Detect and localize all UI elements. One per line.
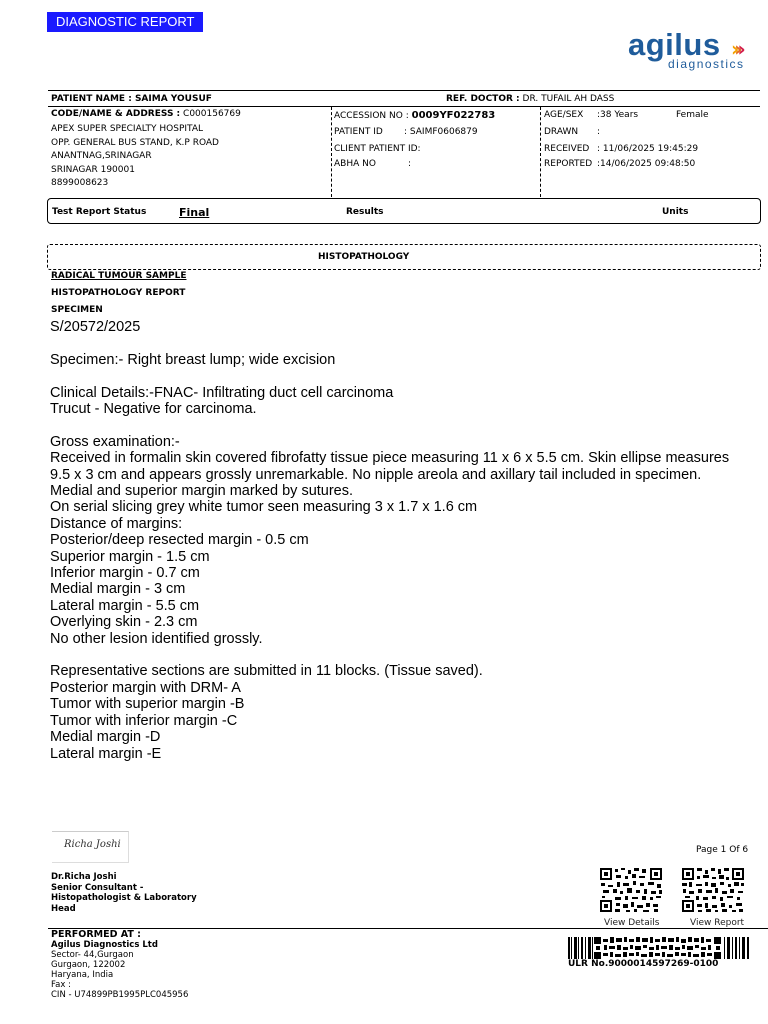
report-line: Tumor with superior margin -B — [50, 696, 245, 713]
report-line: Medial and superior margin marked by sutures. — [50, 483, 354, 500]
patient-name: SAIMA YOUSUF — [134, 94, 212, 104]
report-heading: HISTOPATHOLOGY REPORT — [51, 288, 186, 298]
report-line: On serial slicing grey white tumor seen measuring 3 x 1.7 x 1.6 cm — [50, 499, 478, 516]
chevrons-icon: ››› — [731, 37, 741, 61]
performed-at-label: PERFORMED AT : — [51, 929, 141, 940]
report-line: Posterior/deep resected margin - 0.5 cm — [50, 532, 309, 549]
report-line: Posterior margin with DRM- A — [50, 679, 241, 696]
lab-address-line: Haryana, India — [51, 970, 114, 980]
signatory — [51, 872, 197, 914]
divider — [540, 107, 541, 197]
report-line: Trucut - Negative for carcinoma. — [50, 401, 257, 417]
agilus-logo — [628, 28, 763, 76]
lab-cin: CIN - U74899PB1995PLC045956 — [51, 990, 189, 1000]
abha-row: ABHA NO : — [334, 159, 412, 169]
specimen-heading: SPECIMEN — [51, 305, 103, 315]
view-details-link[interactable]: View Details — [604, 918, 660, 928]
barcode-icon — [568, 937, 750, 959]
report-type-badge: DIAGNOSTIC REPORT — [47, 12, 203, 32]
patient-rule — [48, 106, 760, 107]
performed-at-block — [51, 929, 188, 1000]
signature-scribble: Richa Joshi — [64, 839, 121, 850]
report-line: Lateral margin -E — [50, 745, 162, 762]
ulr-number: ULR No.9000014597269-0100 — [568, 959, 719, 969]
patient-id-row: PATIENT ID : SAIMF0606879 — [334, 127, 478, 137]
signatory-name: Dr.Richa Joshi — [51, 872, 117, 882]
units-header: Units — [662, 207, 689, 217]
ref-doctor-row: REF. DOCTOR : DR. TUFAIL AH DASS — [446, 94, 615, 104]
status-label: Test Report Status — [52, 207, 147, 217]
header-rule — [48, 90, 760, 91]
page-number: Page 1 Of 6 — [696, 845, 749, 855]
signatory-title: Senior Consultant - — [51, 882, 144, 893]
age: :38 Years — [597, 110, 639, 120]
client-code: C000156769 — [183, 109, 241, 119]
report-line: Specimen:- Right breast lump; wide excision — [50, 351, 336, 368]
lab-address-line: Sector- 44,Gurgaon — [51, 950, 134, 960]
report-line: Representative sections are submitted in 11 blocks. (Tissue saved). — [50, 663, 483, 680]
client-code-row: CODE/NAME & ADDRESS : C000156769 — [51, 109, 241, 119]
report-line: Gross examination:- — [50, 433, 180, 450]
report-line: Overlying skin - 2.3 cm — [50, 614, 198, 631]
reported-row: REPORTED :14/06/2025 09:48:50 — [544, 159, 696, 169]
accession-row: ACCESSION NO : 0009YF022783 — [334, 110, 496, 121]
patient-id: : SAIMF0606879 — [404, 127, 478, 137]
lab-name: Agilus Diagnostics Ltd — [51, 940, 158, 950]
report-line: Medial margin -D — [50, 729, 161, 746]
report-line: No other lesion identified grossly. — [50, 630, 263, 647]
logo-tagline: diagnostics — [668, 57, 745, 71]
lab-address-line: Fax : — [51, 980, 71, 990]
report-line: Lateral margin - 5.5 cm — [50, 597, 200, 614]
qr-code-icon[interactable] — [599, 867, 663, 913]
signatory-title: Head — [51, 903, 76, 914]
report-line: Distance of margins: — [50, 515, 183, 532]
lab-address-line: Gurgaon, 122002 — [51, 960, 126, 970]
report-line: Medial margin - 3 cm — [50, 581, 186, 598]
view-report-link[interactable]: View Report — [690, 918, 745, 928]
patient-name-row: PATIENT NAME : SAIMA YOUSUF — [51, 94, 212, 104]
status-bar — [47, 198, 761, 224]
ref-doctor: DR. TUFAIL AH DASS — [522, 94, 615, 104]
signatory-title: Histopathologist & Laboratory — [51, 893, 197, 903]
section-title: HISTOPATHOLOGY — [318, 252, 410, 262]
results-header: Results — [346, 207, 384, 217]
reported-date: :14/06/2025 09:48:50 — [597, 159, 696, 169]
status-value: Final — [179, 206, 210, 219]
drawn-date: : — [597, 127, 601, 137]
report-line: Tumor with inferior margin -C — [50, 712, 238, 729]
client-address: APEX SUPER SPECIALTY HOSPITAL OPP. GENERAL BUS STAND, K.P ROAD ANANTNAG,SRINAGAR SRINAGAR 190001 8899008623 — [51, 124, 219, 189]
received-date: : 11/06/2025 19:45:29 — [597, 144, 699, 154]
qr-code-icon[interactable] — [681, 867, 745, 913]
client-patient-id: CLIENT PATIENT ID: — [334, 144, 421, 154]
divider — [331, 107, 332, 197]
drawn-row: DRAWN : — [544, 127, 601, 137]
logo-wordmark: agilus — [628, 27, 721, 62]
report-line: Inferior margin - 0.7 cm — [50, 565, 200, 582]
report-line: S/20572/2025 — [50, 319, 141, 335]
abha-no: : — [408, 159, 412, 169]
report-line: Clinical Details:-FNAC- Infiltrating duct cell carcinoma — [50, 384, 394, 401]
report-line: Received in formalin skin covered fibrofatty tissue piece measuring 11 x 6 x 5.5 cm. Skin ellipse measures 9.5 x 3 cm and appears grossly unremarkable. No nipple areola and axillary tail included in specimen. — [50, 450, 730, 483]
sample-type: RADICAL TUMOUR SAMPLE — [51, 271, 187, 281]
accession-no: 0009YF022783 — [411, 110, 496, 121]
report-body — [50, 319, 750, 762]
sex: Female — [676, 110, 709, 120]
report-line: Superior margin - 1.5 cm — [50, 548, 210, 565]
received-row: RECEIVED : 11/06/2025 19:45:29 — [544, 144, 699, 154]
signature-image — [52, 831, 129, 863]
age-sex-row: AGE/SEX :38 Years Female — [544, 110, 709, 120]
